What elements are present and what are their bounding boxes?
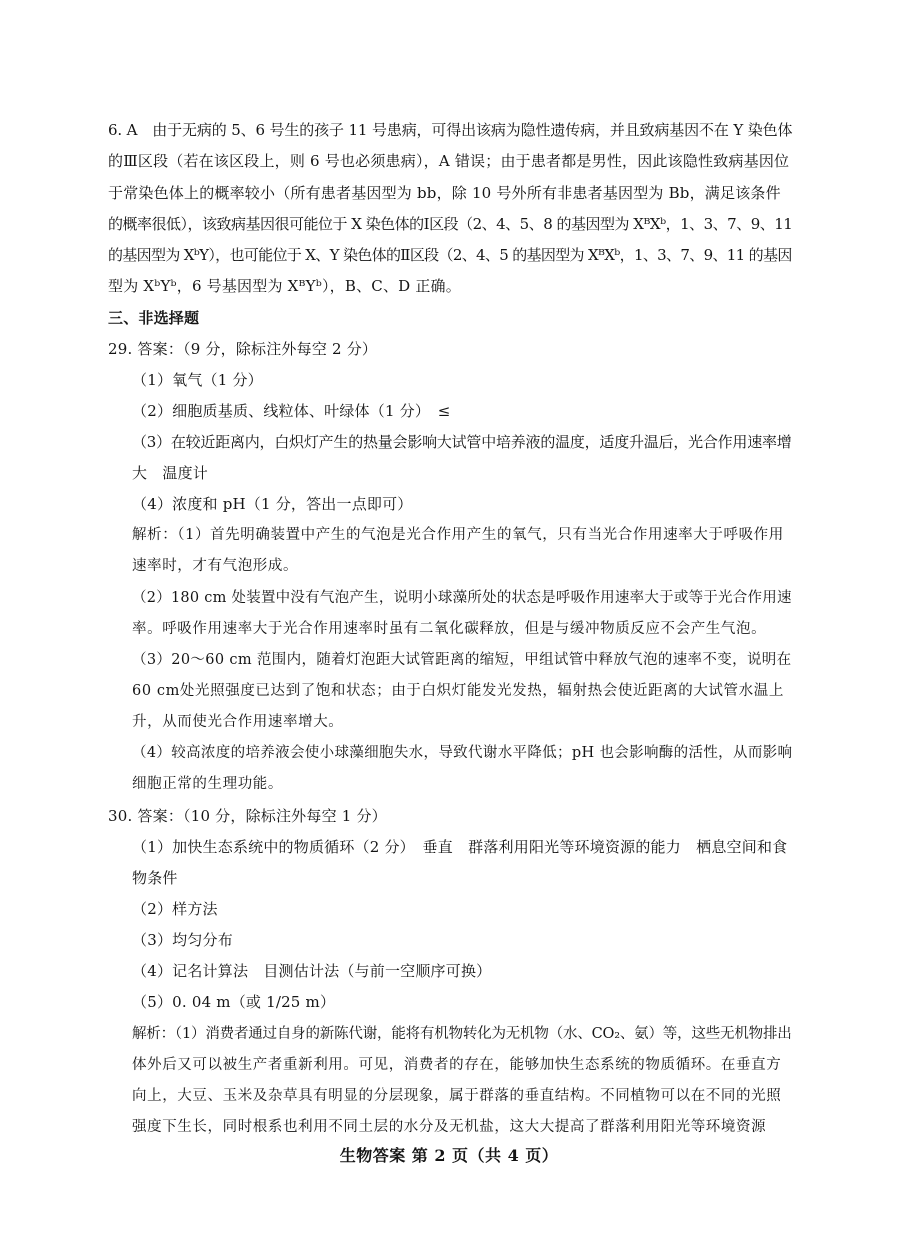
q30-answer: （1）加快生态系统中的物质循环（2 分） 垂直 群落利用阳光等环境资源的能力 栖息空间和食 [132,838,788,856]
q6-line: 的概率很低），该致病基因很可能位于 X 染色体的Ⅰ区段（2、4、5、8 的基因型为 XᴮXᵇ，1、3、7、9、11 [108,215,793,233]
q6-line: 于常染色体上的概率较小（所有患者基因型为 bb，除 10 号外所有非患者基因型为 Bb，满足该条件 [108,184,781,202]
page-footer: 生物答案 第 2 页（共 4 页） [339,1146,559,1165]
q6-line: 型为 XᵇYᵇ，6 号基因型为 XᴮYᵇ），B、C、D 正确。 [108,277,461,295]
q29-explanation-line: 细胞正常的生理功能。 [132,776,283,792]
q30-explanation-line: 向上，大豆、玉米及杂草具有明显的分层现象，属于群落的垂直结构。不同植物可以在不同的光照 [132,1088,782,1104]
q30-answer: （4）记名计算法 目测估计法（与前一空顺序可换） [132,962,492,980]
q6-line: 的基因型为 XᵇY），也可能位于 X、Y 染色体的Ⅱ区段（2、4、5 的基因型为 XᴮXᵇ，1、3、7、9、11 的基因 [108,246,792,264]
q29-explanation-line: 升，从而使光合作用速率增大。 [132,714,344,730]
q6-line: 6. A 由于无病的 5、6 号生的孩子 11 号患病，可得出该病为隐性遗传病，并且致病基因不在 Y 染色体 [108,121,793,139]
q30-answer: 物条件 [132,869,178,887]
q29-answer: （4）浓度和 pH（1 分，答出一点即可） [132,495,413,513]
q30-explanation-line: 强度下生长，同时根系也利用不同土层的水分及无机盐，这大大提高了群落利用阳光等环境资源 [132,1119,767,1135]
q30-explanation-line: 解析：（1）消费者通过自身的新陈代谢，能将有机物转化为无机物（水、CO₂、氨）等，这些无机物排出 [132,1026,792,1042]
q29-answer: （3）在较近距离内，白炽灯产生的热量会影响大试管中培养液的温度，适度升温后，光合作用速率增 [132,433,792,451]
q30-explanation-line: 体外后又可以被生产者重新利用。可见，消费者的存在，能够加快生态系统的物质循环。在垂直方 [132,1057,782,1073]
q29-explanation-line: 60 cm处光照强度已达到了饱和状态；由于白炽灯能发光发热，辐射热会使近距离的大试管水温上 [132,683,784,699]
q30-answer: （3）均匀分布 [132,931,233,949]
q6-line: 的Ⅲ区段（若在该区段上，则 6 号也必须患病），A 错误；由于患者都是男性，因此该隐性致病基因位 [108,152,790,170]
q29-answer: （2）细胞质基质、线粒体、叶绿体（1 分） ≤ [132,402,451,420]
q29-answer: 大 温度计 [132,464,209,482]
q30-title: 30. 答案：（10 分，除标注外每空 1 分） [108,807,387,825]
q30-answer: （2）样方法 [132,900,218,918]
q29-explanation-line: 解析：（1）首先明确装置中产生的气泡是光合作用产生的氧气，只有当光合作用速率大于呼吸作用 [132,527,784,543]
q30-answer: （5）0. 04 m（或 1/25 m） [132,993,336,1011]
q29-title: 29. 答案：（9 分，除标注外每空 2 分） [108,340,378,358]
q29-explanation-line: （3）20～60 cm 范围内，随着灯泡距大试管距离的缩短，甲组试管中释放气泡的速率不变，说明在 [132,652,792,668]
q29-explanation-line: （4）较高浓度的培养液会使小球藻细胞失水，导致代谢水平降低；pH 也会影响酶的活性，从而影响 [132,745,793,761]
q29-explanation-line: 率。呼吸作用速率大于光合作用速率时虽有二氧化碳释放，但是与缓冲物质反应不会产生气泡。 [132,621,767,637]
q29-answer: （1）氧气（1 分） [132,371,263,389]
q29-explanation-line: （2）180 cm 处装置中没有气泡产生，说明小球藻所处的状态是呼吸作用速率大于或等于光合作用速 [132,590,792,606]
section-heading: 三、非选择题 [108,309,200,327]
q29-explanation-line: 速率时，才有气泡形成。 [132,558,299,574]
